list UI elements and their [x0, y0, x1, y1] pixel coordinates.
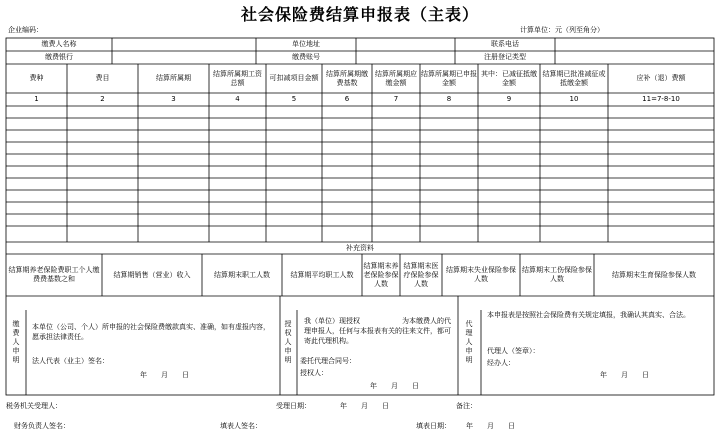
- payer-name-field[interactable]: [112, 38, 256, 51]
- supplement-item: 结算期末生育保险参保人数: [612, 270, 696, 279]
- auth-person-label: 授权人：: [300, 369, 328, 377]
- col-header-payable: 结算所属期应缴金额: [375, 69, 417, 87]
- col-num: 11=7-8-10: [642, 95, 680, 103]
- payer-sign-label: 法人代表（业主）签名：: [32, 357, 109, 365]
- bank-field[interactable]: [112, 51, 256, 64]
- tax-officer-label: 税务机关受理人：: [6, 402, 62, 410]
- agent-date: 年 月 日: [600, 371, 649, 379]
- col-header-base: 结算所属期缴费基数: [326, 69, 368, 87]
- supplement-item: 结算期末工伤保险参保人数: [522, 266, 592, 283]
- agent-declaration-text: 本申报表是按照社会保险费有关规定填报，我确认其真实、合法。: [487, 311, 690, 319]
- col-num: 2: [100, 95, 105, 103]
- unit-label: 计算单位：元（列至角分）: [520, 26, 604, 34]
- col-num: 1: [34, 95, 39, 103]
- payer-declaration-text: 本单位（公司、个人）所申报的社会保险费缴款真实、准确，如有虚报内容，愿承担法律责任。: [32, 323, 270, 341]
- supplement-title: 补充资料: [346, 243, 374, 252]
- address-field[interactable]: [356, 38, 455, 51]
- page-title: 社会保险费结算申报表（主表）: [240, 5, 479, 24]
- agent-declaration-heading: 代理人申明: [465, 320, 473, 364]
- supplement-item: 结算期末养老保险参保人数: [363, 261, 399, 288]
- finance-sign-label: 财务负责人签名：: [14, 422, 70, 430]
- notes-label: 备注：: [456, 402, 477, 410]
- agent-sign-label: 代理人（签章）：: [487, 347, 540, 355]
- col-header-deductible: 可扣减项目金额: [269, 74, 319, 82]
- receive-date-label: 受理日期：: [276, 402, 311, 410]
- account-field[interactable]: [356, 51, 455, 64]
- col-num: 10: [569, 95, 579, 103]
- supplement-item: 结算期末职工人数: [214, 270, 270, 279]
- col-num: 8: [446, 95, 452, 103]
- col-num: 7: [393, 95, 399, 103]
- phone-label: 联系电话: [491, 40, 519, 48]
- agent-handler-label: 经办人：: [487, 359, 515, 367]
- payer-declaration-heading: 缴费人申明: [12, 320, 20, 364]
- col-header-period: 结算所属期: [156, 74, 191, 82]
- col-num: 6: [344, 95, 350, 103]
- col-header-fee-item: 费目: [95, 74, 110, 82]
- col-num: 3: [171, 95, 176, 103]
- phone-field[interactable]: [555, 38, 714, 51]
- fill-date-label: 填表日期：: [416, 422, 451, 430]
- col-header-fee-type: 费种: [29, 74, 44, 82]
- payer-name-label: 缴费人名称: [41, 40, 77, 48]
- col-header-approved: 结算期已批准减征或抵缴金额: [542, 69, 606, 87]
- auth-contract-label: 委托代理合同号：: [300, 357, 356, 365]
- reg-type-label: 注册登记类型: [484, 53, 526, 61]
- receive-date-value: 年 月 日: [340, 402, 389, 410]
- filler-sign-label: 填表人签名：: [220, 422, 262, 430]
- auth-date: 年 月 日: [370, 382, 419, 390]
- col-num: 4: [235, 95, 240, 103]
- address-label: 单位地址: [292, 40, 320, 48]
- supplement-item: 结算期末医疗保险参保人数: [403, 261, 439, 288]
- supplement-item: 结算期平均职工人数: [290, 270, 354, 279]
- auth-declaration-text: 我（单位）现授权 为本缴费人的代理申报人，任何与本报表有关的往来文件，都可寄此代理机构。: [304, 317, 451, 345]
- col-header-wage-total: 结算所属期工资总额: [213, 69, 262, 87]
- col-num: 9: [506, 95, 512, 103]
- bank-label: 缴费银行: [45, 53, 73, 61]
- supplement-item: 结算期销售（营业）收入: [113, 270, 191, 279]
- col-header-due: 应补（退）费额: [636, 74, 686, 82]
- col-header-reduced: 其中：已减征抵缴金额: [481, 69, 537, 87]
- col-header-declared: 结算所属期已申报金额: [421, 69, 477, 87]
- supplement-item: 结算期养老保险费职工个人缴费费基数之和: [8, 266, 100, 283]
- auth-declaration-heading: 授权人申明: [284, 320, 292, 364]
- company-code-label: 企业编码：: [8, 26, 43, 34]
- reg-type-field[interactable]: [555, 51, 714, 64]
- fill-date-value: 年 月 日: [466, 422, 515, 430]
- col-num: 5: [291, 95, 297, 103]
- account-label: 缴费账号: [292, 53, 320, 61]
- payer-date: 年 月 日: [140, 371, 189, 379]
- supplement-item: 结算期末失业保险参保人数: [446, 266, 516, 283]
